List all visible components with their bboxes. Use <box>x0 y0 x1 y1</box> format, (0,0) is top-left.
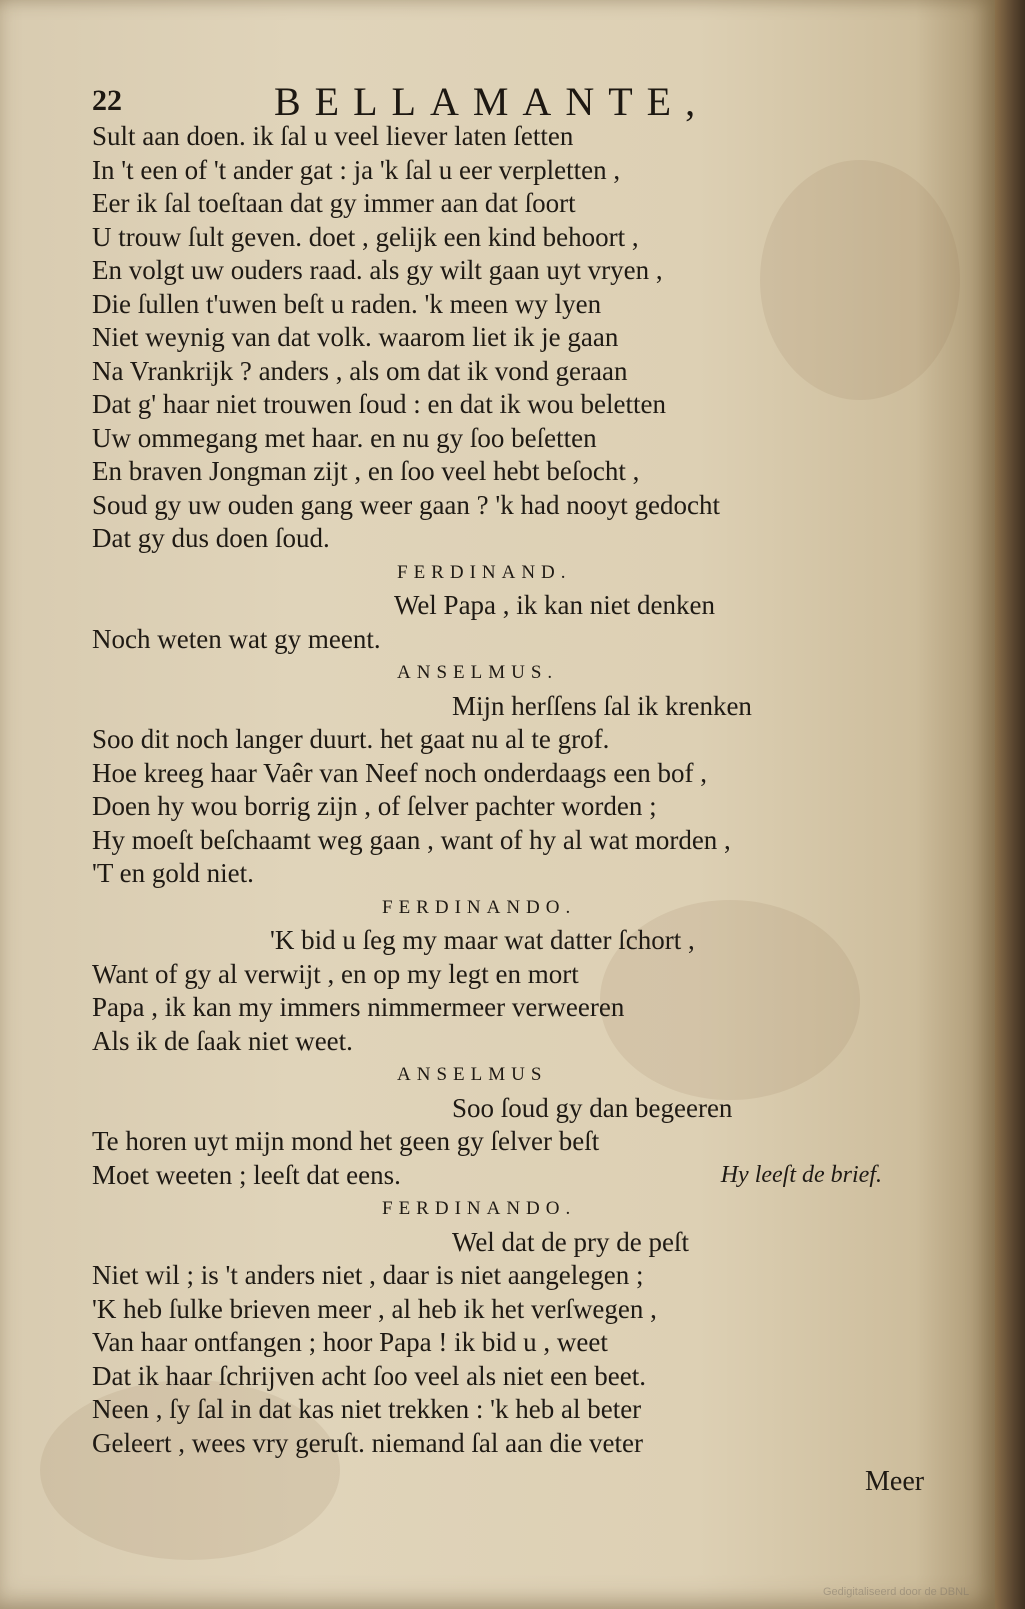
verse-line: Noch weten wat gy meent. <box>92 623 381 654</box>
verse-line: Na Vrankrijk ? anders , als om dat ik vond geraan <box>92 355 628 386</box>
verse-line: Want of gy al verwijt , en op my legt en mort <box>92 958 579 989</box>
page-number: 22 <box>92 84 122 117</box>
play-text <box>92 120 922 1460</box>
verse-text: Moet weeten ; leeſt dat eens. <box>92 1159 401 1190</box>
verse-line: En volgt uw ouders raad. als gy wilt gaan uyt vryen , <box>92 255 663 285</box>
verse-line: Dat ik haar ſchrijven acht ſoo veel als niet een beet. <box>92 1360 647 1391</box>
verse-line: Hy moeſt beſchaamt weg gaan , want of hy al wat morden , <box>92 824 731 855</box>
verse-line: Uw ommegang met haar. en nu gy ſoo beſetten <box>92 422 597 453</box>
watermark: Gedigitaliseerd door de DBNL <box>823 1586 970 1598</box>
verse-line: Sult aan doen. ik ſal u veel liever laten ſetten <box>92 121 574 151</box>
verse-line: Soo dit noch langer duurt. het gaat nu al te grof. <box>92 724 610 754</box>
speaker-heading: ANSELMUS. <box>397 662 559 683</box>
verse-line: Eer ik ſal toeſtaan dat gy immer aan dat ſoort <box>92 188 576 218</box>
running-title: BELLAMANTE, <box>274 79 710 124</box>
verse-line: Papa , ik kan my immers nimmermeer verweeren <box>92 992 625 1022</box>
page-edge <box>995 0 1025 1609</box>
verse-line: Soud gy uw ouden gang weer gaan ? 'k had nooyt gedocht <box>92 489 720 520</box>
speaker-heading: FERDINANDO. <box>382 1198 577 1219</box>
verse-line: Neen , ſy ſal in dat kas niet trekken : 'k heb al beter <box>92 1394 642 1424</box>
verse-line: Soo ſoud gy dan begeeren <box>452 1092 733 1123</box>
verse-line: 'K heb ſulke brieven meer , al heb ik het verſwegen , <box>92 1293 657 1324</box>
catchword: Meer <box>865 1466 925 1497</box>
verse-line: Die ſullen t'uwen beſt u raden. 'k meen wy lyen <box>92 288 602 319</box>
verse-line: Doen hy wou borrig zijn , of ſelver pachter worden ; <box>92 791 657 821</box>
verse-line: Wel Papa , ik kan niet denken <box>394 590 715 620</box>
speaker-heading: FERDINAND. <box>397 561 572 583</box>
verse-line: In 't een of 't ander gat : ja 'k ſal u eer verpletten , <box>92 154 621 185</box>
verse-line: Niet wil ; is 't anders niet , daar is niet aangelegen ; <box>92 1260 644 1290</box>
stage-direction: Hy leeſt de brief. <box>720 1161 882 1188</box>
verse-line: Te horen uyt mijn mond het geen gy ſelver beſt <box>92 1126 600 1156</box>
verse-line: Mijn herſſens ſal ik krenken <box>452 690 752 721</box>
verse-line: Wel dat de pry de peſt <box>452 1226 689 1257</box>
verse-line: Als ik de ſaak niet weet. <box>92 1025 353 1056</box>
verse-line: 'T en gold niet. <box>92 858 254 888</box>
verse-line: 'K bid u ſeg my maar wat datter ſchort , <box>270 925 695 955</box>
speaker-heading: ANSELMUS <box>397 1064 548 1085</box>
verse-line: Dat g' haar niet trouwen ſoud : en dat ik wou beletten <box>92 389 666 419</box>
speaker-heading: FERDINANDO. <box>382 896 577 918</box>
verse-line-with-stage-direction <box>92 1159 922 1193</box>
verse-line: Geleert , wees vry geruſt. niemand ſal aan die veter <box>92 1427 644 1458</box>
verse-line: En braven Jongman zijt , en ſoo veel hebt beſocht , <box>92 456 640 486</box>
verse-line: Niet weynig van dat volk. waarom liet ik je gaan <box>92 322 619 352</box>
verse-line: Dat gy dus doen ſoud. <box>92 523 330 553</box>
verse-line: Hoe kreeg haar Vaêr van Neef noch onderdaags een bof , <box>92 757 707 788</box>
verse-line: Van haar ontfangen ; hoor Papa ! ik bid u , weet <box>92 1327 608 1357</box>
verse-line: U trouw ſult geven. doet , gelijk een kind behoort , <box>92 221 639 252</box>
